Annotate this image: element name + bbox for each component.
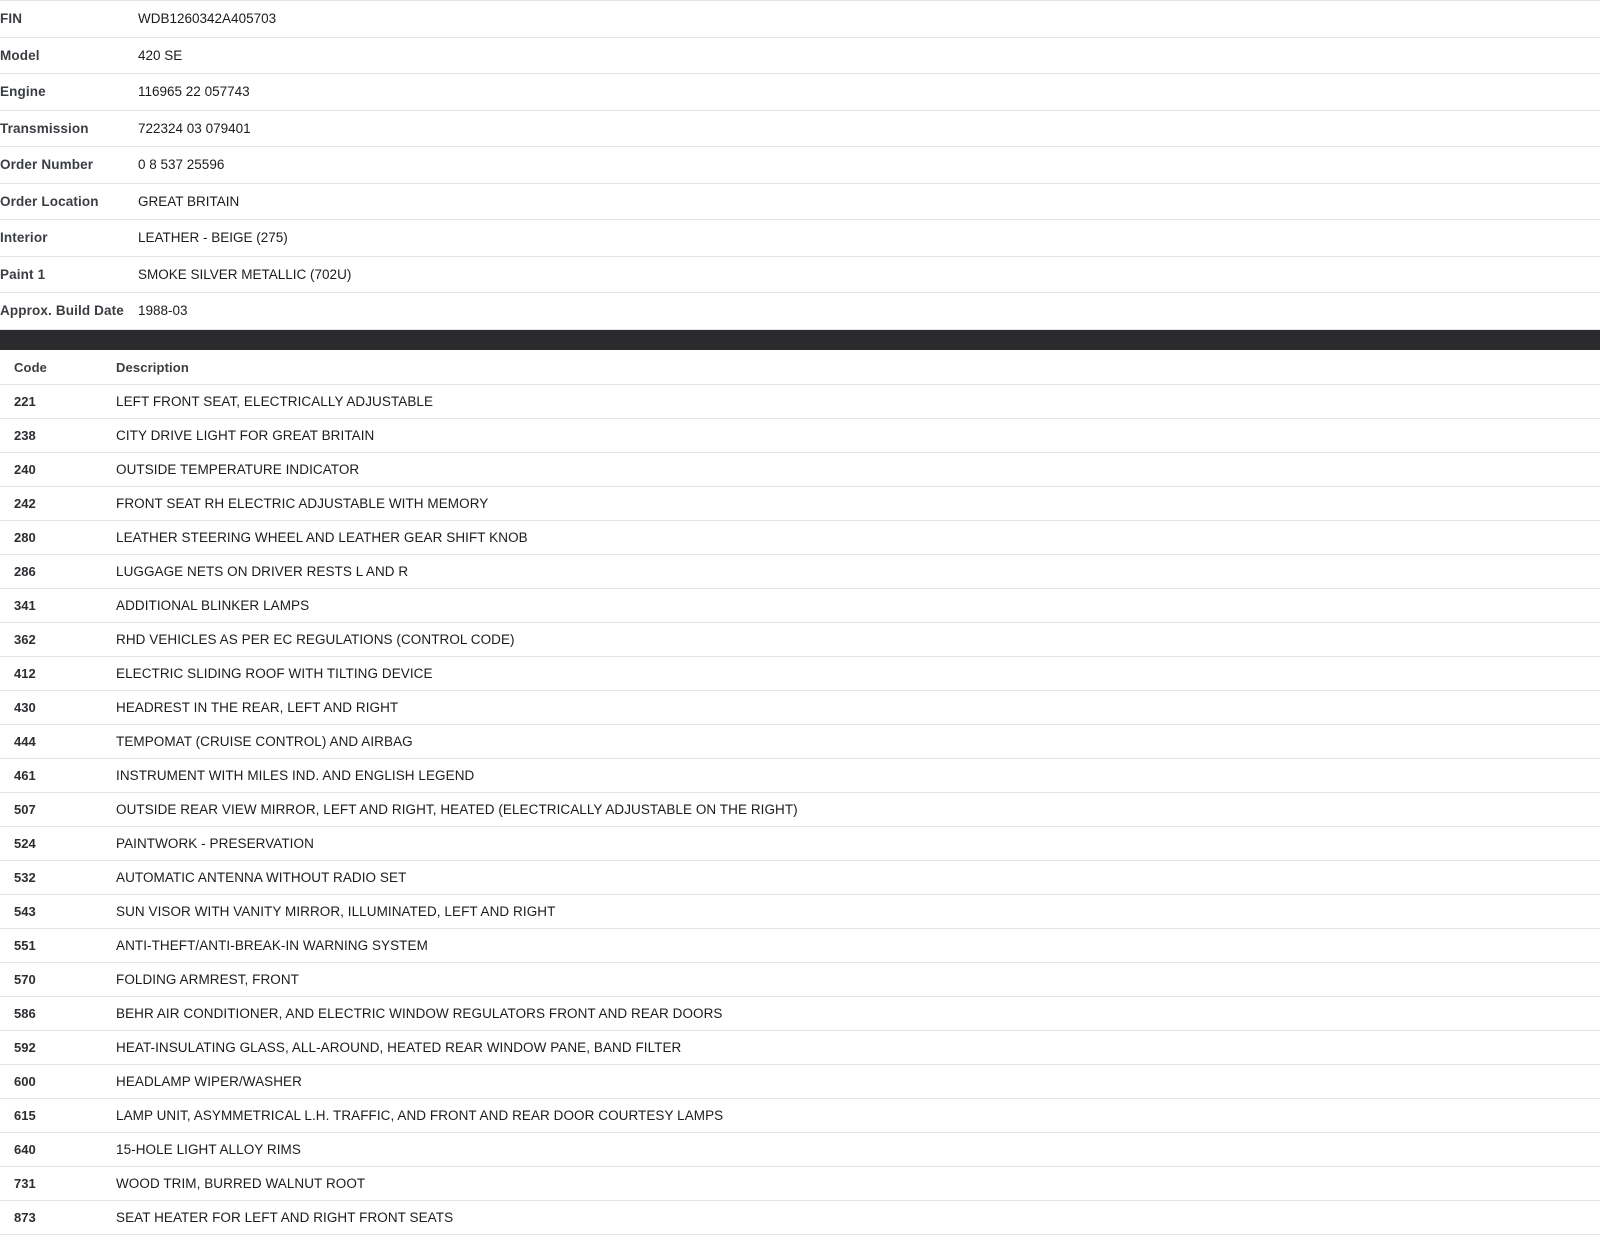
table-row	[0, 860, 1600, 894]
option-code: 286	[14, 563, 36, 579]
spec-row	[0, 220, 1600, 257]
table-row	[0, 452, 1600, 486]
option-description: ADDITIONAL BLINKER LAMPS	[116, 597, 310, 613]
option-code: 640	[14, 1141, 36, 1157]
option-code: 238	[14, 427, 36, 443]
option-code: 444	[14, 733, 36, 749]
table-row	[0, 588, 1600, 622]
option-code: 341	[14, 597, 36, 613]
table-row	[0, 1166, 1600, 1200]
spec-value: GREAT BRITAIN	[138, 193, 240, 209]
spec-label: Order Number	[0, 157, 94, 173]
option-description: CITY DRIVE LIGHT FOR GREAT BRITAIN	[116, 427, 375, 443]
option-code: 586	[14, 1005, 36, 1021]
table-row	[0, 1200, 1600, 1234]
option-description: RHD VEHICLES AS PER EC REGULATIONS (CONTROL CODE)	[116, 631, 515, 647]
option-description: LAMP UNIT, ASYMMETRICAL L.H. TRAFFIC, AND FRONT AND REAR DOOR COURTESY LAMPS	[116, 1107, 724, 1123]
spec-value: 0 8 537 25596	[138, 157, 225, 173]
spec-row	[0, 147, 1600, 184]
spec-row	[0, 293, 1600, 330]
table-row	[0, 1030, 1600, 1064]
option-description: ELECTRIC SLIDING ROOF WITH TILTING DEVICE	[116, 665, 433, 681]
option-code: 242	[14, 495, 36, 511]
table-row	[0, 996, 1600, 1030]
option-code: 551	[14, 937, 36, 953]
option-description: TEMPOMAT (CRUISE CONTROL) AND AIRBAG	[116, 733, 413, 749]
option-code: 592	[14, 1039, 36, 1055]
option-code: 362	[14, 631, 36, 647]
spec-row	[0, 74, 1600, 111]
options-header-description: Description	[116, 359, 189, 375]
spec-value: WDB1260342A405703	[138, 11, 277, 26]
option-code: 221	[14, 393, 36, 409]
table-row	[0, 962, 1600, 996]
spec-label: Model	[0, 47, 40, 63]
spec-value: LEATHER - BEIGE (275)	[138, 230, 288, 246]
option-description: INSTRUMENT WITH MILES IND. AND ENGLISH LEGEND	[116, 767, 475, 783]
options-table-head	[0, 350, 1600, 385]
option-code: 280	[14, 529, 36, 545]
table-row	[0, 554, 1600, 588]
table-row	[0, 622, 1600, 656]
option-description: AUTOMATIC ANTENNA WITHOUT RADIO SET	[116, 869, 407, 885]
option-code: 873	[14, 1209, 36, 1225]
table-row	[0, 1098, 1600, 1132]
option-code: 532	[14, 869, 36, 885]
table-row	[0, 724, 1600, 758]
option-code: 412	[14, 665, 36, 681]
table-row	[0, 1132, 1600, 1166]
spec-label: FIN	[0, 11, 23, 26]
options-header-row	[0, 350, 1600, 385]
option-code: 524	[14, 835, 36, 851]
table-row	[0, 826, 1600, 860]
table-row	[0, 418, 1600, 452]
table-row	[0, 1064, 1600, 1098]
vehicle-spec-body	[0, 1, 1600, 330]
option-description: HEAT-INSULATING GLASS, ALL-AROUND, HEATED REAR WINDOW PANE, BAND FILTER	[116, 1039, 682, 1055]
option-code: 461	[14, 767, 36, 783]
option-description: LEFT FRONT SEAT, ELECTRICALLY ADJUSTABLE	[116, 393, 434, 409]
spec-row	[0, 183, 1600, 220]
options-header-code: Code	[14, 359, 48, 375]
table-row	[0, 758, 1600, 792]
option-description: HEADLAMP WIPER/WASHER	[116, 1073, 302, 1089]
option-code: 600	[14, 1073, 36, 1089]
spec-value: SMOKE SILVER METALLIC (702U)	[138, 266, 352, 282]
option-description: HEADREST IN THE REAR, LEFT AND RIGHT	[116, 699, 399, 715]
option-description: LEATHER STEERING WHEEL AND LEATHER GEAR SHIFT KNOB	[116, 529, 528, 545]
section-divider-band	[0, 330, 1600, 350]
option-description: FRONT SEAT RH ELECTRIC ADJUSTABLE WITH MEMORY	[116, 495, 489, 511]
option-code: 543	[14, 903, 36, 919]
option-description: 15-HOLE LIGHT ALLOY RIMS	[116, 1141, 301, 1157]
spec-value: 722324 03 079401	[138, 120, 251, 136]
option-code: 570	[14, 971, 36, 987]
option-description: ANTI-THEFT/ANTI-BREAK-IN WARNING SYSTEM	[116, 937, 428, 953]
table-row	[0, 384, 1600, 418]
spec-row	[0, 256, 1600, 293]
spec-row	[0, 1, 1600, 38]
spec-value: 420 SE	[138, 47, 183, 63]
table-row	[0, 792, 1600, 826]
option-description: OUTSIDE TEMPERATURE INDICATOR	[116, 461, 360, 477]
option-description: PAINTWORK - PRESERVATION	[116, 835, 314, 851]
spec-label: Interior	[0, 230, 48, 246]
spec-label: Engine	[0, 84, 46, 100]
options-table-body	[0, 384, 1600, 1234]
spec-label: Paint 1	[0, 266, 46, 282]
table-row	[0, 486, 1600, 520]
spec-label: Transmission	[0, 120, 89, 136]
option-description: BEHR AIR CONDITIONER, AND ELECTRIC WINDOW REGULATORS FRONT AND REAR DOORS	[116, 1005, 723, 1021]
options-table	[0, 350, 1600, 1235]
table-row	[0, 656, 1600, 690]
option-description: FOLDING ARMREST, FRONT	[116, 971, 299, 987]
table-row	[0, 894, 1600, 928]
option-description: WOOD TRIM, BURRED WALNUT ROOT	[116, 1175, 366, 1191]
vehicle-spec-table	[0, 0, 1600, 330]
table-row	[0, 520, 1600, 554]
table-row	[0, 690, 1600, 724]
table-row	[0, 928, 1600, 962]
spec-value: 116965 22 057743	[138, 84, 250, 100]
spec-label: Order Location	[0, 193, 99, 209]
option-code: 507	[14, 801, 36, 817]
option-description: LUGGAGE NETS ON DRIVER RESTS L AND R	[116, 563, 409, 579]
option-code: 430	[14, 699, 36, 715]
spec-row	[0, 37, 1600, 74]
spec-value: 1988-03	[138, 303, 188, 319]
option-code: 615	[14, 1107, 36, 1123]
option-description: SEAT HEATER FOR LEFT AND RIGHT FRONT SEATS	[116, 1209, 454, 1225]
spec-row	[0, 110, 1600, 147]
option-description: OUTSIDE REAR VIEW MIRROR, LEFT AND RIGHT, HEATED (ELECTRICALLY ADJUSTABLE ON THE RIGHT)	[116, 801, 798, 817]
option-code: 731	[14, 1175, 36, 1191]
option-code: 240	[14, 461, 36, 477]
spec-label: Approx. Build Date	[0, 303, 124, 319]
option-description: SUN VISOR WITH VANITY MIRROR, ILLUMINATED, LEFT AND RIGHT	[116, 903, 556, 919]
